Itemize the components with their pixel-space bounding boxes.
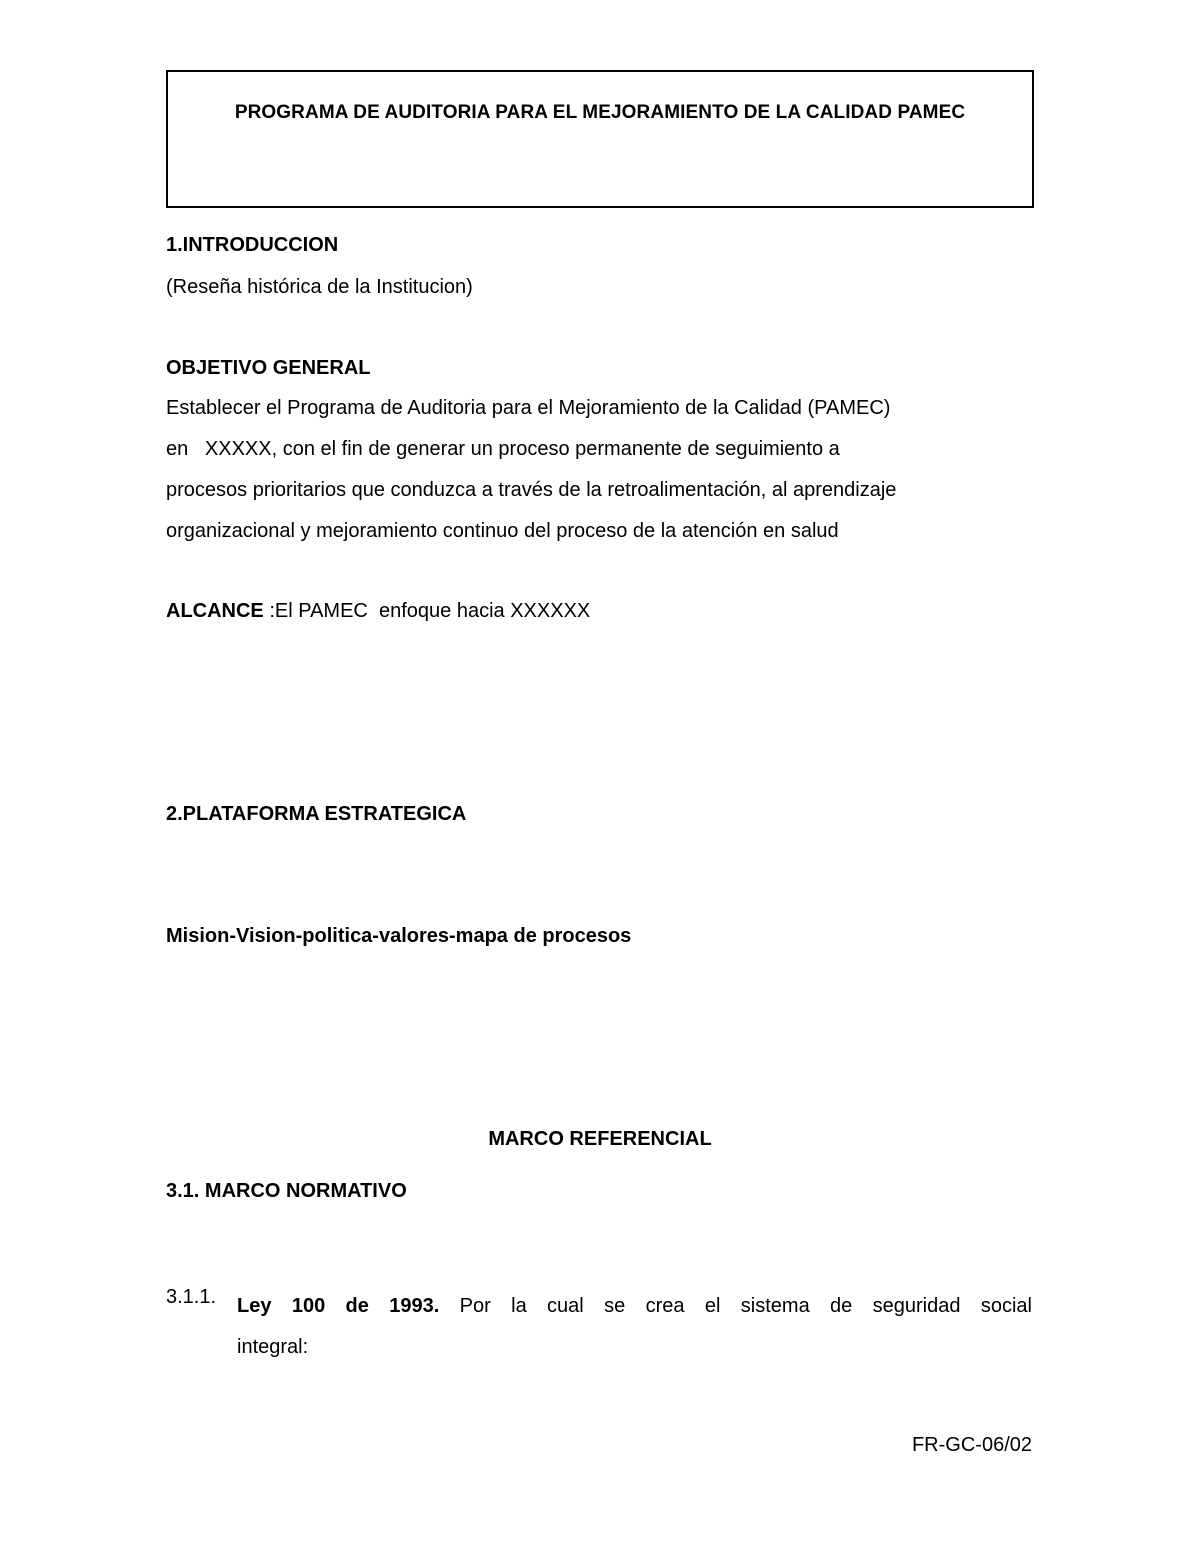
item-line-1 — [237, 1286, 1032, 1327]
footer-code: FR-GC-06/02 — [911, 1434, 1032, 1456]
plataforma-subheading: Mision-Vision-politica-valores-mapa de procesos — [166, 925, 632, 947]
alcance-line — [166, 600, 590, 623]
alcance-text: :El PAMEC enfoque hacia XXXXXX — [263, 600, 591, 622]
objetivo-general-heading: OBJETIVO GENERAL — [166, 357, 371, 379]
title-box — [166, 70, 1034, 208]
objetivo-line: Establecer el Programa de Auditoria para el Mejoramiento de la Calidad (PAMEC) — [166, 397, 891, 419]
plataforma-heading: 2.PLATAFORMA ESTRATEGICA — [166, 803, 467, 825]
item-line-2: integral: — [237, 1336, 309, 1358]
objetivo-general-paragraph — [166, 388, 1036, 552]
marco-normativo-heading: 3.1. MARCO NORMATIVO — [166, 1180, 407, 1202]
introduccion-heading: 1.INTRODUCCION — [166, 234, 339, 256]
objetivo-line: organizacional y mejoramiento continuo del proceso de la atención en salud — [166, 520, 839, 542]
item-bold: Ley 100 de 1993. — [237, 1295, 440, 1317]
alcance-label: ALCANCE — [166, 600, 264, 622]
marco-referencial-heading: MARCO REFERENCIAL — [488, 1128, 712, 1150]
item-paragraph — [237, 1286, 1032, 1368]
item-text: Por la cual se crea el sistema de seguridad social — [459, 1295, 1032, 1317]
document-title: PROGRAMA DE AUDITORIA PARA EL MEJORAMIENTO DE LA CALIDAD PAMEC — [234, 102, 966, 123]
objetivo-line: en XXXXX, con el fin de generar un proceso permanente de seguimiento a — [166, 438, 840, 460]
objetivo-line: procesos prioritarios que conduzca a través de la retroalimentación, al aprendizaje — [166, 479, 897, 501]
item-number: 3.1.1. — [166, 1286, 217, 1308]
introduccion-subtitle: (Reseña histórica de la Institucion) — [166, 276, 473, 298]
